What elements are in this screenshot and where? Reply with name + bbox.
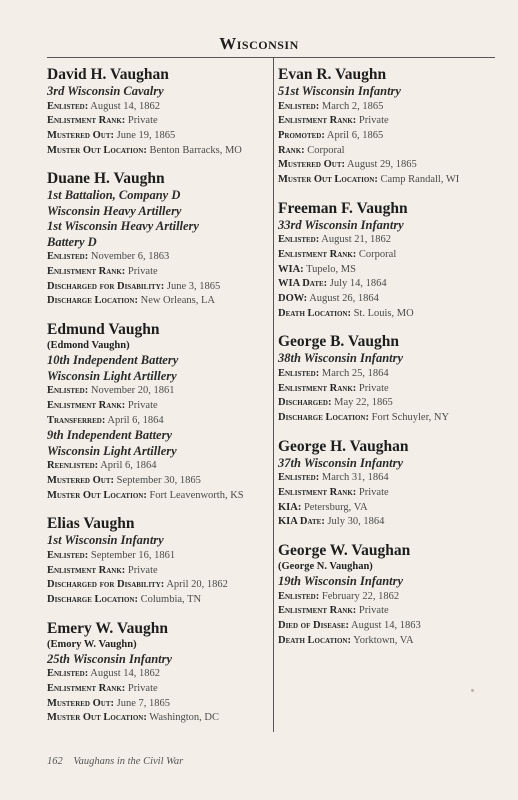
soldier-name: George H. Vaughan — [278, 437, 409, 455]
record-field — [47, 667, 269, 682]
unit-line: 9th Independent Battery — [47, 428, 173, 443]
unit-line: Battery D — [47, 234, 97, 249]
record-field — [47, 474, 269, 489]
field-label: WIA: — [278, 263, 304, 275]
record-field — [278, 471, 498, 486]
soldier-alias: (Emory W. Vaughn) — [47, 638, 137, 650]
record-field — [278, 292, 498, 307]
field-value: August 21, 1862 — [321, 234, 391, 246]
field-value: Tupelo, MS — [306, 263, 356, 275]
record-field — [278, 619, 498, 634]
record-field — [278, 382, 498, 397]
soldier-alias: (George N. Vaughan) — [278, 561, 373, 573]
field-label: KIA: — [278, 501, 302, 513]
unit-line: Wisconsin Light Artillery — [47, 443, 177, 458]
soldier-name: Emery W. Vaughn — [47, 619, 169, 637]
record-field — [278, 233, 498, 248]
field-label: Mustered Out: — [47, 697, 114, 709]
record-field — [278, 590, 498, 605]
record-field — [278, 158, 498, 173]
field-label: Enlisted: — [278, 367, 320, 379]
soldier-alias: (Edmond Vaughn) — [47, 340, 130, 352]
record-field — [47, 697, 269, 712]
field-label: Enlistment Rank: — [47, 399, 126, 411]
field-value: Columbia, TN — [140, 593, 202, 605]
record-field — [47, 250, 269, 265]
record-field — [278, 604, 498, 619]
field-value: August 26, 1864 — [309, 293, 379, 305]
soldier-entry — [47, 65, 269, 158]
field-label: Enlistment Rank: — [278, 382, 357, 394]
soldier-name: Edmund Vaughn — [47, 321, 160, 339]
record-field — [278, 248, 498, 263]
record-field — [47, 265, 269, 280]
field-label: Died of Disease: — [278, 619, 349, 631]
field-label: Mustered Out: — [278, 159, 345, 171]
field-value: April 6, 1865 — [326, 129, 384, 141]
soldier-entry — [278, 199, 498, 322]
field-value: Private — [358, 115, 389, 127]
field-label: Mustered Out: — [47, 474, 114, 486]
field-value: November 20, 1861 — [90, 385, 175, 397]
field-label: Enlisted: — [278, 234, 320, 246]
field-value: March 31, 1864 — [321, 472, 389, 484]
record-field — [278, 367, 498, 382]
record-field — [278, 263, 498, 278]
field-label: Muster Out Location: — [47, 489, 147, 501]
field-label: Promoted: — [278, 129, 325, 141]
field-label: Enlistment Rank: — [47, 266, 126, 278]
field-value: July 30, 1864 — [327, 516, 385, 528]
record-field — [47, 489, 269, 504]
record-field — [47, 564, 269, 579]
soldier-name: Duane H. Vaughn — [47, 170, 165, 188]
field-label: Muster Out Location: — [47, 712, 147, 724]
record-field — [47, 280, 269, 295]
field-label: Discharged for Disability: — [47, 280, 165, 292]
field-label: Discharged: — [278, 397, 332, 409]
field-value: Petersburg, VA — [303, 501, 368, 513]
soldier-entry — [278, 332, 498, 425]
record-field — [47, 100, 269, 115]
field-label: Rank: — [278, 144, 305, 156]
field-value: August 29, 1865 — [347, 159, 417, 171]
record-field — [47, 414, 269, 429]
soldier-name: Freeman F. Vaughn — [278, 199, 408, 217]
field-value: April 20, 1862 — [166, 579, 228, 591]
field-label: Enlisted: — [47, 549, 89, 561]
field-value: Private — [358, 605, 389, 617]
record-field — [47, 711, 269, 726]
field-value: Private — [358, 486, 389, 498]
field-value: Private — [127, 682, 158, 694]
field-label: Mustered Out: — [47, 129, 114, 141]
page-number: 162 — [47, 756, 63, 767]
unit-line: 38th Wisconsin Infantry — [278, 351, 404, 366]
field-value: June 3, 1865 — [166, 280, 221, 292]
field-value: May 22, 1865 — [334, 397, 393, 409]
field-label: Enlisted: — [278, 590, 320, 602]
soldier-name: George W. Vaughan — [278, 542, 411, 560]
record-field — [47, 459, 269, 474]
record-field — [278, 144, 498, 159]
field-value: April 6, 1864 — [107, 414, 164, 426]
field-value: Fort Schuyler, NY — [371, 412, 450, 424]
soldier-entry — [47, 619, 269, 726]
field-label: Discharge Location: — [278, 412, 369, 424]
field-label: Transferred: — [47, 414, 106, 426]
field-label: Enlistment Rank: — [47, 682, 126, 694]
unit-line: Wisconsin Heavy Artillery — [47, 203, 182, 218]
record-field — [278, 129, 498, 144]
field-value: August 14, 1862 — [90, 668, 160, 680]
soldier-name: Elias Vaughn — [47, 515, 135, 533]
unit-line: 3rd Wisconsin Cavalry — [47, 84, 164, 98]
record-field — [278, 114, 498, 129]
field-value: St. Louis, MO — [353, 307, 414, 319]
running-footer-title: Vaughans in the Civil War — [73, 756, 184, 767]
field-label: Enlistment Rank: — [278, 115, 357, 127]
field-value: Washington, DC — [149, 712, 220, 724]
field-label: Death Location: — [278, 634, 351, 646]
soldier-entry — [47, 514, 269, 607]
field-value: Camp Randall, WI — [380, 174, 460, 186]
field-value: Private — [127, 115, 158, 127]
field-value: Yorktown, VA — [353, 634, 414, 646]
field-label: KIA Date: — [278, 516, 325, 528]
field-label: Enlisted: — [47, 100, 89, 112]
record-field — [47, 294, 269, 309]
record-field — [278, 307, 498, 322]
field-value: March 25, 1864 — [321, 367, 389, 379]
record-field — [47, 384, 269, 399]
left-column — [47, 65, 269, 737]
field-value: Private — [127, 266, 158, 278]
field-value: April 6, 1864 — [100, 460, 157, 472]
field-label: Enlistment Rank: — [278, 486, 357, 498]
record-field — [47, 114, 269, 129]
record-field — [278, 515, 498, 530]
record-field — [278, 501, 498, 516]
soldier-name: David H. Vaughan — [47, 66, 169, 83]
field-label: Muster Out Location: — [278, 174, 378, 186]
soldier-entry — [47, 169, 269, 309]
field-label: Enlisted: — [47, 385, 89, 397]
field-value: September 16, 1861 — [90, 549, 176, 561]
field-value: June 7, 1865 — [116, 697, 170, 709]
unit-line: 1st Battalion, Company D — [47, 188, 181, 203]
soldier-name: George B. Vaughn — [278, 333, 400, 351]
paper-spot — [471, 689, 474, 692]
field-label: Discharge Location: — [47, 593, 138, 605]
column-divider — [273, 58, 274, 732]
field-value: August 14, 1863 — [351, 619, 421, 631]
field-label: Enlistment Rank: — [47, 564, 126, 576]
unit-line: 1st Wisconsin Infantry — [47, 533, 164, 548]
soldier-name: Evan R. Vaughn — [278, 66, 387, 83]
unit-line: 19th Wisconsin Infantry — [278, 574, 404, 589]
field-label: Muster Out Location: — [47, 144, 147, 156]
record-field — [47, 578, 269, 593]
title-rule — [47, 57, 495, 58]
field-value: Corporal — [358, 248, 397, 260]
soldier-entry — [47, 320, 269, 503]
record-field — [278, 486, 498, 501]
field-value: March 2, 1865 — [321, 100, 384, 112]
record-field — [47, 399, 269, 414]
field-value: New Orleans, LA — [140, 295, 215, 307]
record-field — [47, 682, 269, 697]
page-title: Wisconsin — [219, 34, 299, 53]
field-value: June 19, 1865 — [116, 129, 176, 141]
field-label: Death Location: — [278, 307, 351, 319]
record-field — [47, 144, 269, 159]
field-label: DOW: — [278, 293, 308, 305]
field-label: WIA Date: — [278, 278, 328, 290]
soldier-entry — [278, 65, 498, 188]
field-value: Corporal — [307, 144, 345, 156]
unit-line: 10th Independent Battery — [47, 353, 179, 368]
page-footer — [47, 756, 183, 767]
field-label: Discharge Location: — [47, 295, 138, 307]
field-value: November 6, 1863 — [90, 251, 170, 263]
soldier-entry — [278, 541, 498, 648]
record-field — [278, 173, 498, 188]
field-value: February 22, 1862 — [321, 590, 400, 602]
right-column — [278, 65, 498, 659]
record-field — [47, 593, 269, 608]
field-label: Enlistment Rank: — [47, 115, 126, 127]
unit-line: 37th Wisconsin Infantry — [278, 455, 404, 470]
field-label: Enlistment Rank: — [278, 605, 357, 617]
unit-line: Wisconsin Light Artillery — [47, 368, 177, 383]
record-field — [278, 100, 498, 115]
field-label: Enlistment Rank: — [278, 248, 357, 260]
field-value: Fort Leavenworth, KS — [149, 489, 244, 501]
unit-line: 33rd Wisconsin Infantry — [278, 217, 404, 232]
record-field — [278, 277, 498, 292]
unit-line: 1st Wisconsin Heavy Artillery — [47, 219, 199, 234]
field-value: Private — [127, 399, 158, 411]
field-value: Private — [127, 564, 158, 576]
field-value: July 14, 1864 — [329, 278, 387, 290]
record-field — [47, 549, 269, 564]
field-label: Discharged for Disability: — [47, 579, 165, 591]
soldier-entry — [278, 437, 498, 530]
field-label: Enlisted: — [278, 100, 320, 112]
record-field — [47, 129, 269, 144]
record-field — [278, 634, 498, 649]
field-label: Enlisted: — [47, 668, 89, 680]
record-field — [278, 411, 498, 426]
field-value: Benton Barracks, MO — [149, 144, 242, 156]
field-value: Private — [358, 382, 389, 394]
field-label: Enlisted: — [278, 472, 320, 484]
field-label: Reenlisted: — [47, 460, 99, 472]
unit-line: 25th Wisconsin Infantry — [47, 651, 173, 666]
field-value: September 30, 1865 — [116, 474, 201, 486]
field-value: August 14, 1862 — [90, 100, 160, 112]
record-field — [278, 396, 498, 411]
field-label: Enlisted: — [47, 251, 89, 263]
unit-line: 51st Wisconsin Infantry — [278, 84, 401, 98]
